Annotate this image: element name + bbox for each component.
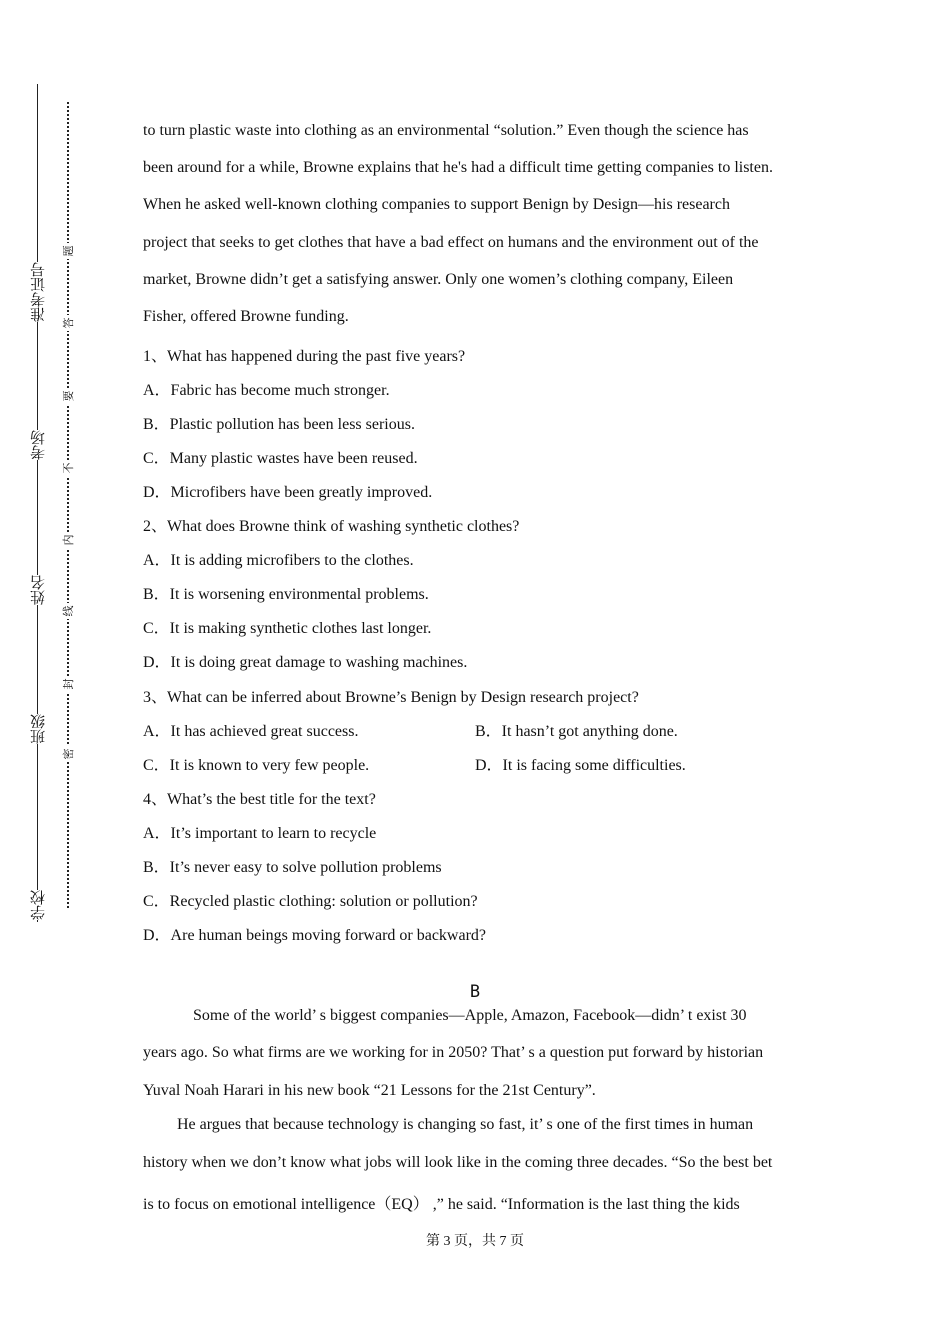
option-b[interactable]: B．Plastic pollution has been less serious.: [143, 416, 415, 433]
option-a[interactable]: A．Fabric has become much stronger.: [143, 382, 390, 399]
section-title: B: [469, 982, 481, 1002]
seal-char: 不: [60, 460, 76, 476]
option-b[interactable]: B．It hasn’t got anything done.: [475, 723, 678, 740]
option-b[interactable]: B．It is worsening environmental problems.: [143, 586, 429, 603]
seal-char: 题: [60, 243, 76, 259]
school-label: 学校: [18, 890, 58, 920]
seal-char: 答: [60, 315, 76, 331]
option-c[interactable]: C．Recycled plastic clothing: solution or pollution?: [143, 893, 478, 910]
class-label: 班级: [18, 714, 58, 744]
passage-line: project that seeks to get clothes that have a bad effect on humans and the environment out of the: [143, 234, 759, 251]
option-c[interactable]: C．It is making synthetic clothes last longer.: [143, 620, 432, 637]
option-d[interactable]: D．It is facing some difficulties.: [475, 757, 686, 774]
exam-room-label: 考场: [18, 430, 58, 460]
name-label: 姓名: [18, 575, 58, 605]
seal-char: 要: [60, 388, 76, 404]
seal-char: 密: [60, 746, 76, 762]
passage-line: history when we don’t know what jobs will look like in the coming three decades. “So the best bet: [143, 1154, 773, 1171]
option-c[interactable]: C．It is known to very few people.: [143, 757, 370, 774]
passage-line: market, Browne didn’t get a satisfying answer. Only one women’s clothing company, Eileen: [143, 271, 734, 288]
question-stem: 1、What has happened during the past five years?: [143, 348, 466, 365]
passage-line: years ago. So what firms are we working for in 2050? That’ s a question put forward by historian: [143, 1044, 764, 1061]
page-footer: 第 3 页，共 7 页: [426, 1234, 524, 1249]
passage-line: is to focus on emotional intelligence（EQ） ,” he said. “Information is the last thing the kids: [143, 1196, 740, 1213]
seal-char: 线: [60, 603, 76, 619]
option-d[interactable]: D．Microfibers have been greatly improved.: [143, 484, 433, 501]
passage-line: Some of the world’ s biggest companies—Apple, Amazon, Facebook—didn’ t exist 30: [193, 1007, 747, 1024]
question-stem: 4、What’s the best title for the text?: [143, 791, 376, 808]
passage-line: Fisher, offered Browne funding.: [143, 308, 349, 325]
question-stem: 2、What does Browne think of washing synthetic clothes?: [143, 518, 520, 535]
seal-char: 内: [60, 532, 76, 548]
passage-line: He argues that because technology is changing so fast, it’ s one of the first times in human: [177, 1116, 754, 1133]
option-b[interactable]: B．It’s never easy to solve pollution problems: [143, 859, 442, 876]
option-d[interactable]: D．It is doing great damage to washing machines.: [143, 654, 468, 671]
question-stem: 3、What can be inferred about Browne’s Benign by Design research project?: [143, 689, 639, 706]
passage-line: Yuval Noah Harari in his new book “21 Lessons for the 21st Century”.: [143, 1082, 596, 1099]
option-a[interactable]: A．It has achieved great success.: [143, 723, 359, 740]
seal-dotted-line: [67, 102, 69, 908]
exam-number-label: 准考证号: [18, 262, 58, 322]
seal-char: 封: [60, 676, 76, 692]
binding-solid-line: [37, 84, 38, 922]
option-c[interactable]: C．Many plastic wastes have been reused.: [143, 450, 418, 467]
passage-line: been around for a while, Browne explains that he's had a difficult time getting companies to listen.: [143, 159, 773, 176]
binding-margin: [0, 0, 120, 1344]
option-d[interactable]: D．Are human beings moving forward or backward?: [143, 927, 487, 944]
option-a[interactable]: A．It is adding microfibers to the clothes.: [143, 552, 414, 569]
option-a[interactable]: A．It’s important to learn to recycle: [143, 825, 377, 842]
passage-line: When he asked well-known clothing companies to support Benign by Design—his research: [143, 196, 730, 213]
passage-line: to turn plastic waste into clothing as an environmental “solution.” Even though the science has: [143, 122, 749, 139]
